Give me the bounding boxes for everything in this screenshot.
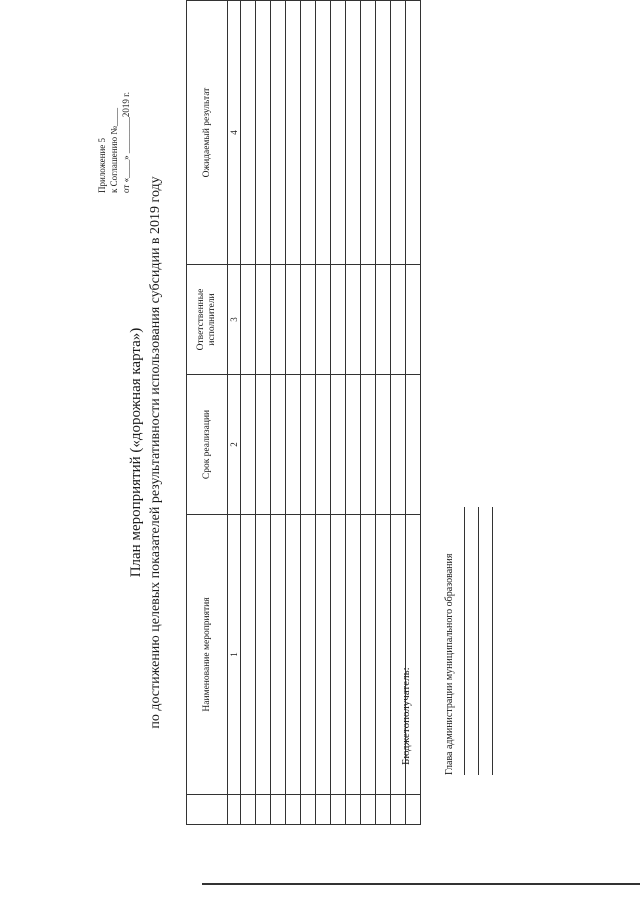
document-subtitle: по достижению целевых показателей результативности использования субсидии в 2019 году bbox=[148, 176, 163, 729]
table-cell bbox=[331, 795, 346, 825]
table-cell bbox=[316, 375, 331, 515]
column-number-1: 1 bbox=[228, 515, 241, 795]
table-row bbox=[301, 1, 316, 825]
appendix-title: Приложение 5 bbox=[97, 137, 107, 193]
table-cell bbox=[241, 375, 256, 515]
appendix-date: от «____» ________2019 г. bbox=[121, 92, 131, 193]
table-cell bbox=[241, 265, 256, 375]
table-row bbox=[331, 1, 346, 825]
budget-recipient-label: Бюджетополучатель: bbox=[400, 667, 412, 765]
table-row bbox=[346, 1, 361, 825]
table-row bbox=[316, 1, 331, 825]
table-cell bbox=[376, 515, 391, 795]
table-cell bbox=[406, 1, 421, 265]
appendix-block bbox=[96, 92, 132, 193]
table-cell bbox=[271, 265, 286, 375]
table-cell bbox=[286, 375, 301, 515]
header-expected-result: Ожидаемый результат bbox=[187, 1, 228, 265]
table-header-spacer bbox=[187, 795, 228, 825]
table-cell bbox=[361, 795, 376, 825]
table-cell bbox=[286, 795, 301, 825]
table-row bbox=[376, 1, 391, 825]
plan-table bbox=[186, 0, 421, 825]
table-row bbox=[271, 1, 286, 825]
signature-line-position bbox=[478, 507, 479, 775]
table-cell bbox=[301, 265, 316, 375]
table-row bbox=[256, 1, 271, 825]
table-cell bbox=[376, 265, 391, 375]
table-header-row bbox=[187, 1, 228, 825]
header-event-name: Наименование мероприятия bbox=[187, 515, 228, 795]
head-of-administration-label: Глава администрации муниципального образования bbox=[444, 553, 455, 775]
table-cell bbox=[391, 375, 406, 515]
table-row bbox=[286, 1, 301, 825]
table-cell bbox=[391, 1, 406, 265]
header-responsible: Ответственные исполнители bbox=[187, 265, 228, 375]
table-cell bbox=[361, 515, 376, 795]
table-row bbox=[241, 1, 256, 825]
table-cell bbox=[346, 265, 361, 375]
table-cell bbox=[376, 375, 391, 515]
table-cell bbox=[286, 515, 301, 795]
document-title: План мероприятий («дорожная карта») bbox=[128, 327, 144, 578]
table-cell bbox=[391, 795, 406, 825]
table-row bbox=[361, 1, 376, 825]
table-cell bbox=[346, 1, 361, 265]
table-cell bbox=[256, 265, 271, 375]
column-number-2: 2 bbox=[228, 375, 241, 515]
table-cell bbox=[346, 795, 361, 825]
table-cell bbox=[376, 795, 391, 825]
table-cell bbox=[301, 1, 316, 265]
table-cell bbox=[286, 1, 301, 265]
table-cell bbox=[241, 1, 256, 265]
table-cell bbox=[361, 1, 376, 265]
table-cell bbox=[241, 795, 256, 825]
table-cell bbox=[271, 375, 286, 515]
table-cell bbox=[316, 795, 331, 825]
table-cell bbox=[361, 375, 376, 515]
table-cell bbox=[331, 265, 346, 375]
table-cell bbox=[316, 515, 331, 795]
table-cell bbox=[331, 375, 346, 515]
page-edge-rule bbox=[202, 883, 640, 885]
table-cell bbox=[241, 515, 256, 795]
column-number-4: 4 bbox=[228, 1, 241, 265]
table-cell bbox=[331, 1, 346, 265]
appendix-agreement: к Соглашению №____ bbox=[109, 108, 119, 193]
table-cell bbox=[271, 795, 286, 825]
signature-line-date bbox=[492, 507, 493, 775]
table-cell bbox=[406, 375, 421, 515]
table-cell bbox=[391, 265, 406, 375]
table-cell bbox=[406, 795, 421, 825]
table-cell bbox=[286, 265, 301, 375]
table-cell bbox=[346, 375, 361, 515]
signature-line-name bbox=[464, 507, 465, 775]
table-cell bbox=[316, 1, 331, 265]
table-number-row bbox=[228, 1, 241, 825]
table-cell bbox=[376, 1, 391, 265]
table-cell bbox=[271, 1, 286, 265]
table-cell bbox=[256, 375, 271, 515]
table-cell bbox=[361, 265, 376, 375]
table-cell bbox=[256, 515, 271, 795]
table-cell bbox=[301, 515, 316, 795]
table-cell bbox=[256, 795, 271, 825]
table-cell bbox=[256, 1, 271, 265]
table-cell bbox=[406, 265, 421, 375]
table-cell bbox=[331, 515, 346, 795]
table-cell bbox=[271, 515, 286, 795]
column-number-3: 3 bbox=[228, 265, 241, 375]
header-deadline: Срок реализации bbox=[187, 375, 228, 515]
number-spacer bbox=[228, 795, 241, 825]
table-cell bbox=[301, 795, 316, 825]
table-cell bbox=[346, 515, 361, 795]
table-cell bbox=[301, 375, 316, 515]
table-cell bbox=[316, 265, 331, 375]
